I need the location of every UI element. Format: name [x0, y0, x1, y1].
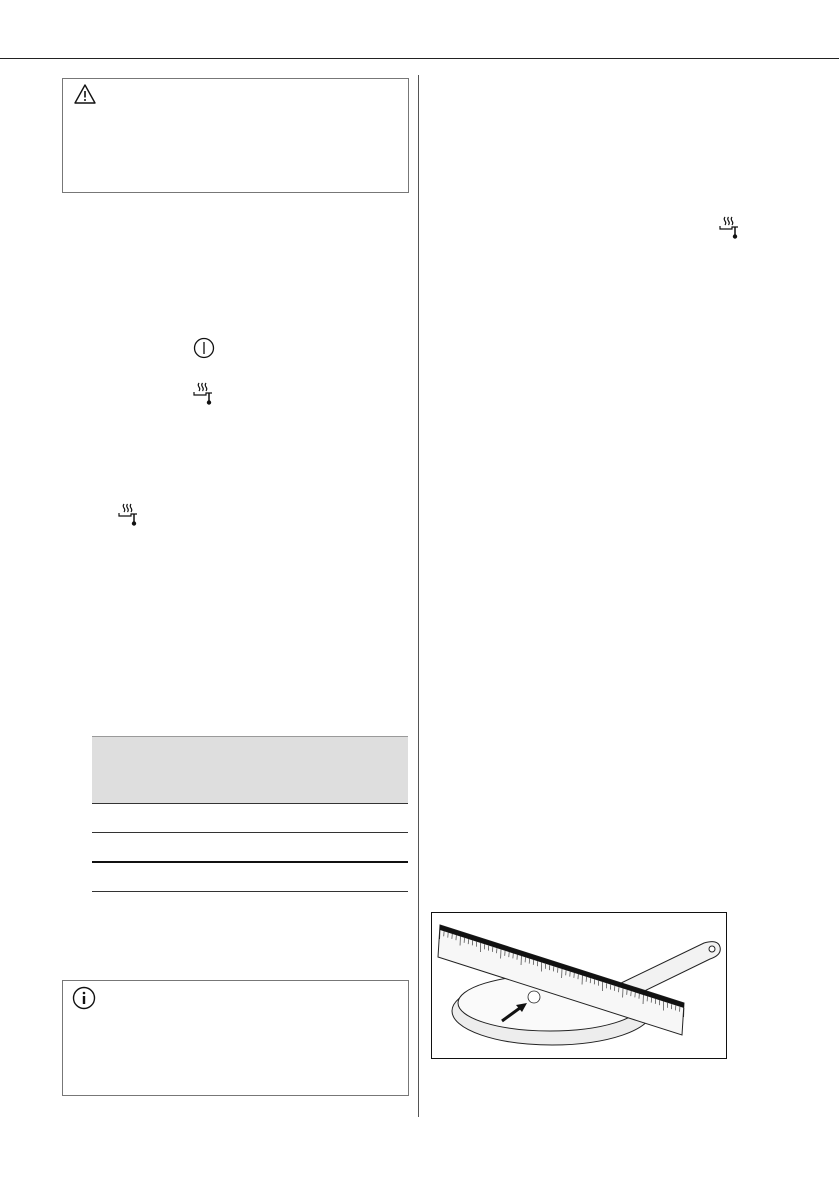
- table-row: [92, 832, 408, 861]
- power-icon: [193, 337, 215, 359]
- table-row: [92, 803, 408, 832]
- warning-triangle-icon: [74, 84, 96, 104]
- info-circle-icon: [72, 986, 96, 1010]
- residual-heat-icon: [192, 382, 216, 406]
- table-row: [92, 861, 408, 891]
- ruler-on-pan-icon: [432, 913, 726, 1058]
- column-divider: [418, 75, 419, 1117]
- warning-box: [62, 78, 409, 193]
- ruler-on-pan-figure: [431, 912, 727, 1059]
- info-box: [62, 980, 409, 1096]
- table-bottom-rule: [92, 891, 408, 892]
- table-header: [92, 736, 408, 803]
- residual-heat-icon: [117, 503, 141, 527]
- settings-table: [92, 736, 408, 892]
- residual-heat-icon: [718, 216, 742, 240]
- header-rule: [0, 58, 839, 59]
